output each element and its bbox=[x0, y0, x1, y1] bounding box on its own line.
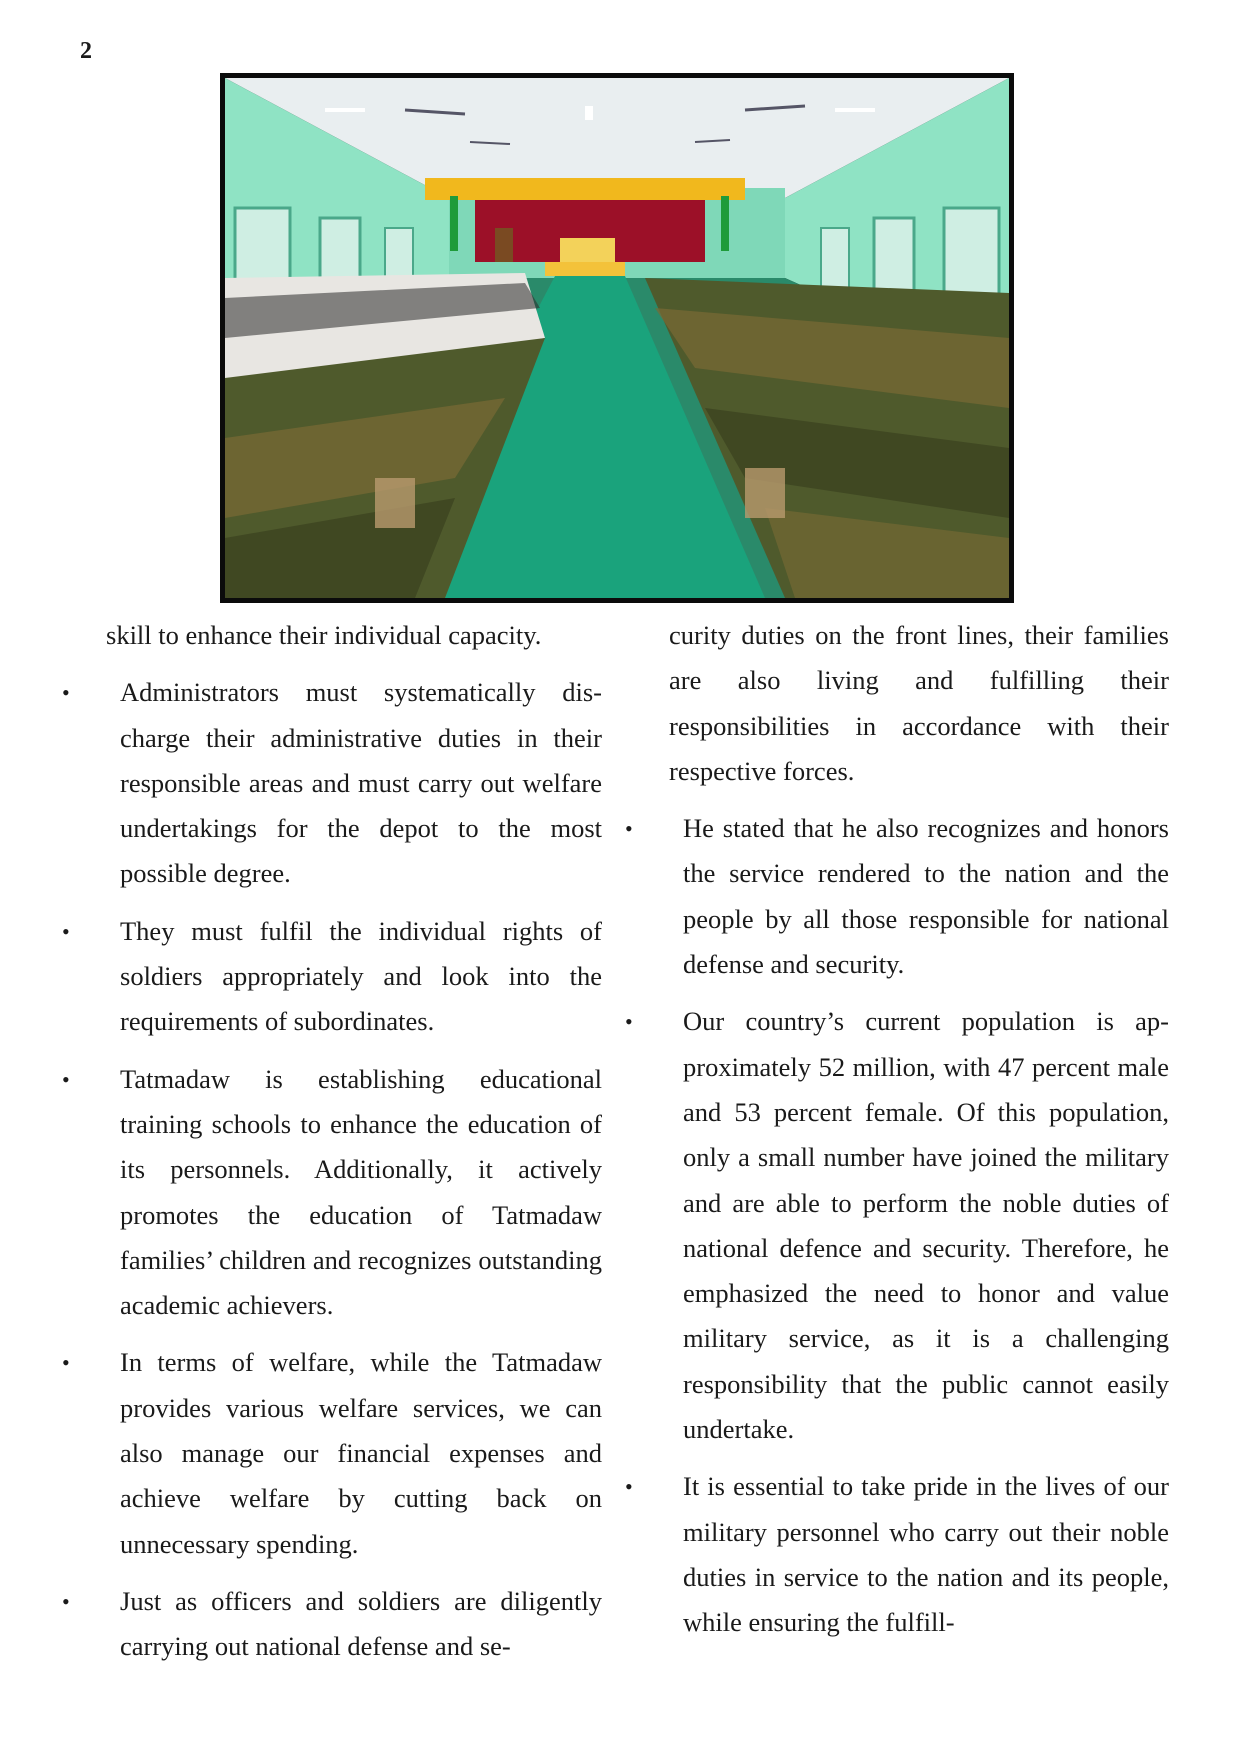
bullet-item: • Our country’s current population is approximately 52 million, with 47 percent male and 53 percent female. Of this population, only a small number have joined the military and are able to perform the noble duties of national defence and security. Therefore, he emphasized the need to honor and value military service, as it is a challenging responsibility that the public cannot easily undertake. bbox=[669, 999, 1169, 1452]
bullet-item: • Just as officers and soldiers are diligently carrying out national defense and se- bbox=[106, 1579, 602, 1670]
photo-illustration bbox=[225, 78, 1009, 598]
assembly-hall-photo bbox=[220, 73, 1014, 603]
bullet-item: • He stated that he also recognizes and honors the service rendered to the nation and the people by all those responsible for national defense and security. bbox=[669, 806, 1169, 987]
left-column bbox=[106, 613, 602, 1682]
continuation-text: skill to enhance their individual capacity. bbox=[106, 620, 542, 650]
bullet-item: • In terms of welfare, while the Tatmadaw provides various welfare services, we can also manage our financial expenses and achieve welfare by cutting back on unnecessary spending. bbox=[106, 1340, 602, 1566]
bullet-item: • Administrators must systematically discharge their administrative duties in their responsible areas and must carry out welfare undertakings for the depot to the most possible degree. bbox=[106, 670, 602, 896]
page-number: 2 bbox=[80, 38, 92, 64]
continuation-text: curity duties on the front lines, their families are also living and fulfilling their responsibilities in accordance with their respective forces. bbox=[669, 620, 1169, 786]
bullet-item: • They must fulfil the individual rights of soldiers appropriately and look into the requirements of subordinates. bbox=[106, 909, 602, 1045]
right-column bbox=[669, 613, 1169, 1658]
bullet-item: • Tatmadaw is establishing educational training schools to enhance the education of its personnels. Additionally, it actively promotes the education of Tatmadaw families’ children and recognizes outstanding academic achievers. bbox=[106, 1057, 602, 1329]
bullet-item: • It is essential to take pride in the lives of our military personnel who carry out their noble duties in service to the nation and its people, while ensuring the fulfill- bbox=[669, 1464, 1169, 1645]
